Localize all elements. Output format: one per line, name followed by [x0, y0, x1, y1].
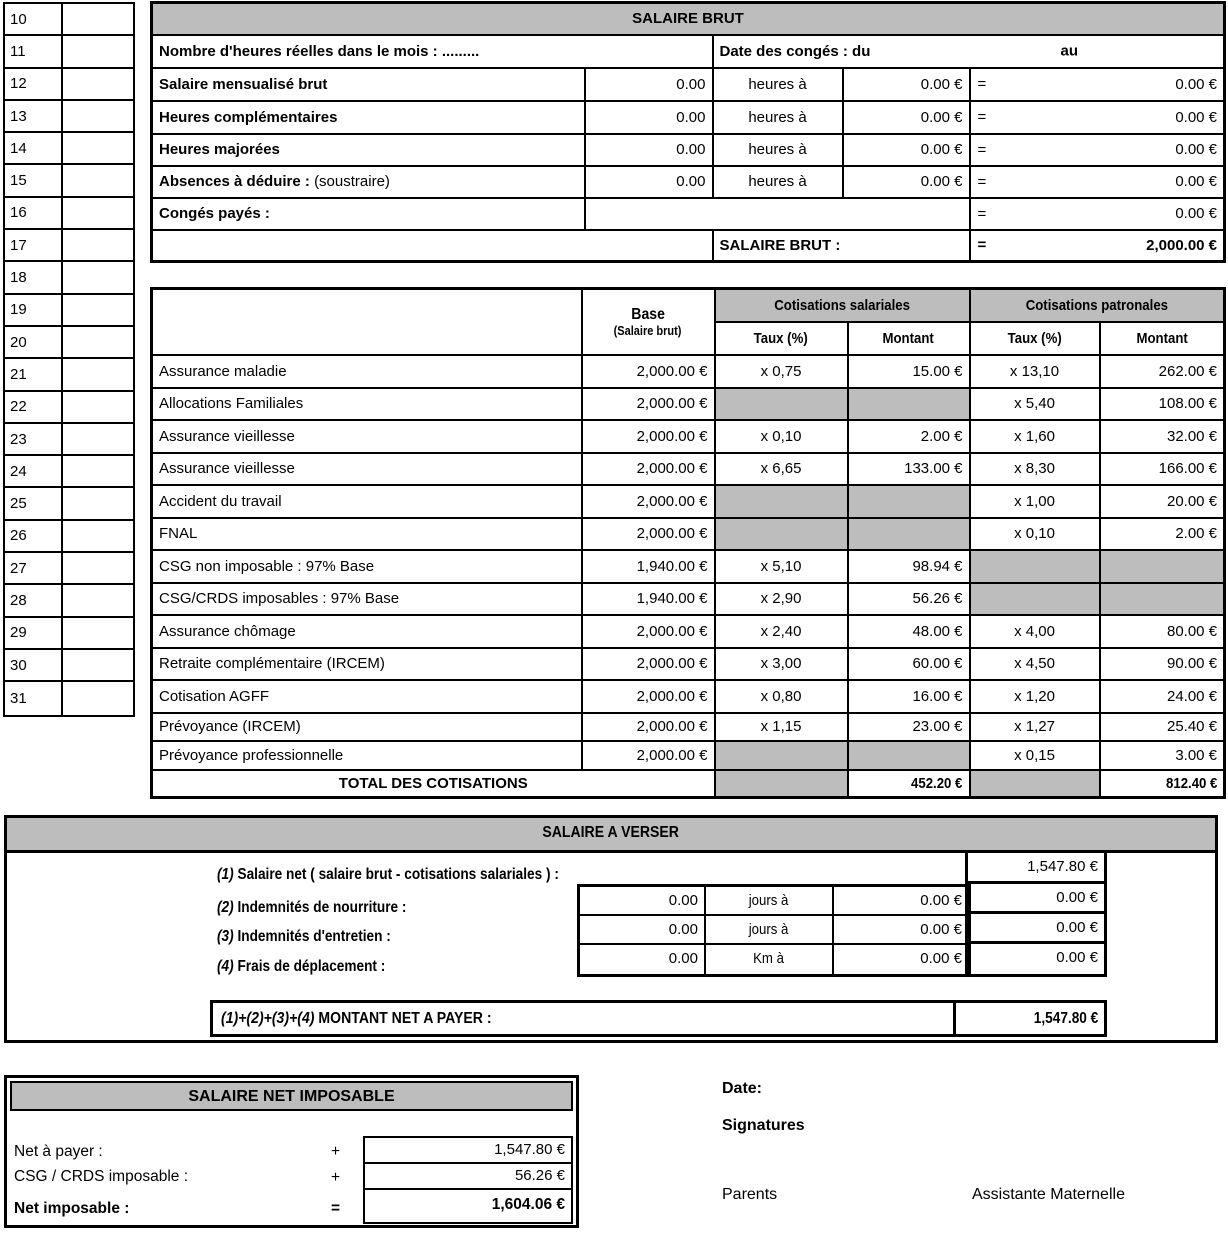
salaire-net-amount: 1,547.80 €: [968, 853, 1104, 884]
indemnites-grid: [577, 884, 971, 977]
cotisation-taux-p: x 4,50: [970, 648, 1100, 680]
indemnites-unit: jours à: [706, 887, 834, 914]
row-number-row: [5, 165, 133, 197]
cotisation-taux-s: x 0,80: [715, 680, 848, 713]
empty-cell: [63, 424, 133, 454]
brut-row-qty: 0.00: [585, 134, 713, 166]
salaire-net-imposable-title: SALAIRE NET IMPOSABLE: [10, 1081, 573, 1111]
montant-salarial-header: Montant: [848, 322, 970, 355]
verser-amount-column: [965, 850, 1107, 977]
row-number-row: [5, 133, 133, 165]
cotisation-mont-s: 60.00 €: [848, 648, 970, 680]
total-taux-p-disabled: [970, 770, 1100, 798]
cotisation-taux-s: x 2,90: [715, 583, 848, 615]
indemnites-row: [580, 916, 968, 945]
row-number-row: [5, 4, 133, 36]
cotisation-base: 2,000.00 €: [582, 741, 715, 770]
cotisation-mont-p: 24.00 €: [1100, 680, 1225, 713]
row-number-row: [5, 521, 133, 553]
row-number: 18: [5, 262, 63, 292]
row-number: 21: [5, 359, 63, 389]
row-number-row: [5, 650, 133, 682]
plus-sign: +: [331, 1143, 341, 1160]
brut-row-amount: 0.00 €: [1175, 173, 1218, 190]
empty-cell: [63, 553, 133, 583]
cotisation-base: 2,000.00 €: [582, 388, 715, 420]
cotisation-base: 2,000.00 €: [582, 680, 715, 713]
parents-label: Parents: [722, 1186, 778, 1203]
au-label: au: [1060, 42, 1079, 60]
cotisation-label: Assurance maladie: [152, 355, 582, 388]
row-number: 23: [5, 424, 63, 454]
cotisation-label: Prévoyance professionnelle: [152, 741, 582, 770]
base-header: Base: [631, 305, 665, 323]
cotisation-label: CSG non imposable : 97% Base: [152, 550, 582, 583]
cotisation-base: 2,000.00 €: [582, 648, 715, 680]
cotisation-mont-p-disabled: [1100, 550, 1225, 583]
conges-payes-amount: 0.00 €: [1175, 205, 1218, 222]
indemnites-unit: jours à: [706, 916, 834, 943]
conges-label: Date des congés : du: [719, 42, 871, 60]
row-number: 19: [5, 295, 63, 325]
row-number: 29: [5, 618, 63, 648]
indemnites-amount: 0.00 €: [968, 914, 1104, 944]
brut-row-amount-cell: [970, 166, 1225, 198]
cotisation-taux-s: x 0,10: [715, 420, 848, 453]
row-number-row: [5, 36, 133, 68]
brut-row-amount-cell: [970, 134, 1225, 166]
row-number: 27: [5, 553, 63, 583]
row-number: 26: [5, 521, 63, 551]
empty-cell: [63, 488, 133, 518]
csg-crds-amount: 56.26 €: [365, 1164, 571, 1190]
total-mont-s: 452.20 €: [848, 770, 970, 798]
net-a-payer-amount: 1,547.80 €: [365, 1138, 571, 1164]
empty-cell: [63, 585, 133, 615]
net-a-payer-label: Net à payer :: [14, 1143, 103, 1160]
indemnites-rate: 0.00 €: [920, 892, 962, 909]
cotisation-mont-s: 98.94 €: [848, 550, 970, 583]
equals-sign: =: [977, 173, 987, 190]
row-number: 28: [5, 585, 63, 615]
empty-cell: [63, 262, 133, 292]
empty-cell: [63, 618, 133, 648]
cotisation-mont-s: 16.00 €: [848, 680, 970, 713]
equals-sign: =: [977, 108, 987, 126]
equals-sign: =: [977, 236, 987, 254]
net-imposable-amount: 1,604.06 €: [491, 1196, 565, 1213]
indemnites-rate: 0.00 €: [920, 921, 962, 938]
cotisation-label: Assurance chômage: [152, 615, 582, 648]
row-number-row: [5, 456, 133, 488]
brut-row-amount: 0.00 €: [1175, 108, 1218, 126]
cotisation-mont-p: 20.00 €: [1100, 485, 1225, 518]
brut-row-label: Salaire mensualisé brut: [152, 68, 585, 101]
brut-row-amount: 0.00 €: [1175, 75, 1218, 93]
indemnites-qty: 0.00: [580, 945, 706, 974]
brut-row-rate: 0.00 €: [843, 166, 970, 198]
empty-cell: [63, 456, 133, 486]
cotisation-taux-s-disabled: [715, 388, 848, 420]
equals-sign: =: [331, 1200, 341, 1217]
row-number: 14: [5, 133, 63, 163]
cotisation-mont-p: 166.00 €: [1100, 453, 1225, 485]
salaire-a-verser-box: [4, 815, 1218, 1043]
cotisations-table: [150, 287, 1226, 799]
absences-note: (soustraire): [314, 173, 390, 190]
cotisation-mont-s: 133.00 €: [848, 453, 970, 485]
cotisation-base: 2,000.00 €: [582, 485, 715, 518]
empty-cell: [63, 392, 133, 422]
row-number-row: [5, 618, 133, 650]
frais-deplacement-label: (4) Frais de déplacement :: [217, 958, 386, 975]
cotisation-mont-s-disabled: [848, 388, 970, 420]
brut-row-rate: 0.00 €: [843, 101, 970, 134]
brut-row-amount-cell: [970, 101, 1225, 134]
row-number-row: [5, 69, 133, 101]
brut-row-label: Heures complémentaires: [152, 101, 585, 134]
spacer-cell: [152, 230, 713, 262]
absences-label: Absences à déduire :: [159, 173, 310, 190]
plus-sign: +: [331, 1169, 341, 1186]
row-number-row: [5, 488, 133, 520]
total-taux-s-disabled: [715, 770, 848, 798]
brut-row-qty: 0.00: [585, 101, 713, 134]
indemnites-rate: 0.00 €: [920, 950, 962, 967]
row-number: 24: [5, 456, 63, 486]
cotisation-base: 1,940.00 €: [582, 550, 715, 583]
cotisation-taux-p: x 1,60: [970, 420, 1100, 453]
date-label: Date:: [722, 1080, 763, 1097]
cotisation-mont-p: 2.00 €: [1100, 518, 1225, 550]
row-number-row: [5, 295, 133, 327]
row-number: 10: [5, 4, 63, 34]
brut-row-label: Heures majorées: [152, 134, 585, 166]
row-number: 31: [5, 682, 63, 714]
cotisation-label: Retraite complémentaire (IRCEM): [152, 648, 582, 680]
empty-cell: [63, 230, 133, 260]
row-number: 17: [5, 230, 63, 260]
cotisation-taux-s-disabled: [715, 485, 848, 518]
cotisation-base: 2,000.00 €: [582, 615, 715, 648]
row-number-row: [5, 101, 133, 133]
indemnites-nourriture-label: (2) Indemnités de nourriture :: [217, 899, 407, 916]
salariales-header: Cotisations salariales: [715, 289, 970, 322]
taux-salarial-header: Taux (%): [715, 322, 848, 355]
indemnites-qty: 0.00: [580, 887, 706, 914]
empty-cell: [63, 682, 133, 714]
row-number: 30: [5, 650, 63, 680]
cotisation-taux-s: x 1,15: [715, 713, 848, 741]
cotisation-mont-p: 262.00 €: [1100, 355, 1225, 388]
empty-cell: [63, 4, 133, 34]
cotisation-taux-p-disabled: [970, 583, 1100, 615]
empty-cell: [63, 295, 133, 325]
row-number-strip: [3, 2, 135, 717]
row-number-row: [5, 327, 133, 359]
salaire-net-imposable-box: [4, 1075, 579, 1228]
cotisation-taux-s: x 2,40: [715, 615, 848, 648]
equals-sign: =: [977, 75, 987, 93]
row-number: 12: [5, 69, 63, 99]
indemnites-entretien-label: (3) Indemnités d'entretien :: [217, 928, 391, 945]
cotisation-label: Assurance vieillesse: [152, 453, 582, 485]
cotisation-taux-p: x 1,20: [970, 680, 1100, 713]
conges-payes-amount-cell: [970, 198, 1225, 230]
empty-cell: [63, 165, 133, 195]
cotisation-taux-p: x 13,10: [970, 355, 1100, 388]
indemnites-row: [580, 887, 968, 916]
empty-cell: [63, 69, 133, 99]
row-number: 22: [5, 392, 63, 422]
salaire-brut-title: SALAIRE BRUT: [152, 3, 1225, 35]
brut-row-unit: heures à: [713, 134, 843, 166]
cotisation-mont-s-disabled: [848, 485, 970, 518]
cotisation-taux-p: x 5,40: [970, 388, 1100, 420]
netimp-amount-column: [363, 1136, 573, 1224]
empty-cell: [63, 198, 133, 228]
cotisation-mont-s: 56.26 €: [848, 583, 970, 615]
cotisation-mont-s: 2.00 €: [848, 420, 970, 453]
cotisation-taux-s: x 3,00: [715, 648, 848, 680]
row-number-row: [5, 230, 133, 262]
cotisation-taux-s-disabled: [715, 518, 848, 550]
empty-cell: [63, 521, 133, 551]
cotisation-taux-s: x 5,10: [715, 550, 848, 583]
cotisation-mont-s: 48.00 €: [848, 615, 970, 648]
brut-row-rate: 0.00 €: [843, 134, 970, 166]
salaire-brut-total-amount: 2,000.00 €: [1146, 236, 1218, 254]
cotisation-taux-p: x 0,10: [970, 518, 1100, 550]
cotisation-label: CSG/CRDS imposables : 97% Base: [152, 583, 582, 615]
total-mont-p: 812.40 €: [1100, 770, 1225, 798]
row-number-row: [5, 682, 133, 714]
cotisation-mont-p: 108.00 €: [1100, 388, 1225, 420]
salaire-brut-total-label: SALAIRE BRUT :: [713, 230, 970, 262]
row-number: 11: [5, 36, 63, 66]
cotisation-label: Allocations Familiales: [152, 388, 582, 420]
row-number: 16: [5, 198, 63, 228]
row-number: 15: [5, 165, 63, 195]
salaire-net-label: (1) Salaire net ( salaire brut - cotisations salariales ) :: [217, 866, 559, 883]
brut-row-unit: heures à: [713, 68, 843, 101]
indemnites-amount: 0.00 €: [1056, 949, 1098, 966]
brut-row-qty: 0.00: [585, 68, 713, 101]
cotisation-base: 2,000.00 €: [582, 453, 715, 485]
row-number-row: [5, 198, 133, 230]
row-number-row: [5, 585, 133, 617]
net-imposable-label: Net imposable :: [14, 1200, 130, 1217]
montant-net-a-payer-amount: 1,547.80 €: [953, 1003, 1104, 1034]
cotisation-base: 2,000.00 €: [582, 518, 715, 550]
empty-cell: [63, 133, 133, 163]
empty-cell: [63, 327, 133, 357]
patronales-header: Cotisations patronales: [970, 289, 1225, 322]
conges-cell: [713, 35, 1225, 68]
cotisation-taux-p: x 0,15: [970, 741, 1100, 770]
indemnites-row: [580, 945, 968, 974]
base-subheader: (Salaire brut): [614, 323, 682, 338]
row-number-row: [5, 424, 133, 456]
cotisation-mont-p: 80.00 €: [1100, 615, 1225, 648]
cotisation-label: Cotisation AGFF: [152, 680, 582, 713]
row-number-row: [5, 262, 133, 294]
cotisation-taux-s-disabled: [715, 741, 848, 770]
brut-row-qty: 0.00: [585, 166, 713, 198]
empty-cell: [585, 198, 970, 230]
montant-patronal-header: Montant: [1100, 322, 1225, 355]
cotisation-mont-p: 32.00 €: [1100, 420, 1225, 453]
cotisation-base: 2,000.00 €: [582, 420, 715, 453]
row-number-row: [5, 553, 133, 585]
total-cotisations-label: TOTAL DES COTISATIONS: [152, 770, 715, 798]
cotisation-taux-p: x 1,00: [970, 485, 1100, 518]
cotisation-mont-p-disabled: [1100, 583, 1225, 615]
row-number-row: [5, 359, 133, 391]
salaire-a-verser-title: SALAIRE A VERSER: [7, 818, 1215, 853]
csg-crds-label: CSG / CRDS imposable :: [14, 1168, 188, 1185]
cotisation-taux-p: x 4,00: [970, 615, 1100, 648]
header-spacer: [152, 289, 582, 355]
cotisation-label: FNAL: [152, 518, 582, 550]
cotisation-label: Prévoyance (IRCEM): [152, 713, 582, 741]
cotisation-label: Accident du travail: [152, 485, 582, 518]
cotisation-mont-s: 15.00 €: [848, 355, 970, 388]
assistante-maternelle-label: Assistante Maternelle: [972, 1186, 1125, 1203]
cotisation-mont-s-disabled: [848, 518, 970, 550]
cotisation-taux-s: x 6,65: [715, 453, 848, 485]
cotisation-base: 2,000.00 €: [582, 355, 715, 388]
brut-row-amount: 0.00 €: [1175, 141, 1218, 158]
montant-net-a-payer-row: [210, 1000, 1107, 1037]
indemnites-unit: Km à: [706, 945, 834, 974]
signatures-label: Signatures: [722, 1117, 805, 1134]
base-header-cell: [582, 289, 715, 355]
empty-cell: [63, 650, 133, 680]
row-number-row: [5, 392, 133, 424]
brut-row-unit: heures à: [713, 101, 843, 134]
brut-row-unit: heures à: [713, 166, 843, 198]
cotisation-taux-p-disabled: [970, 550, 1100, 583]
cotisation-base: 1,940.00 €: [582, 583, 715, 615]
cotisation-taux-s: x 0,75: [715, 355, 848, 388]
cotisation-mont-p: 25.40 €: [1100, 713, 1225, 741]
indemnites-qty: 0.00: [580, 916, 706, 943]
brut-row-amount-cell: [970, 68, 1225, 101]
row-number: 20: [5, 327, 63, 357]
cotisation-taux-p: x 1,27: [970, 713, 1100, 741]
hours-label-cell: Nombre d'heures réelles dans le mois : .........: [152, 35, 713, 68]
brut-row-label: [152, 166, 585, 198]
equals-sign: =: [977, 205, 987, 222]
indemnites-amount: 0.00 €: [968, 884, 1104, 914]
empty-cell: [63, 101, 133, 131]
cotisation-mont-p: 3.00 €: [1100, 741, 1225, 770]
cotisation-mont-s-disabled: [848, 741, 970, 770]
cotisation-mont-s: 23.00 €: [848, 713, 970, 741]
row-number: 25: [5, 488, 63, 518]
cotisation-label: Assurance vieillesse: [152, 420, 582, 453]
row-number: 13: [5, 101, 63, 131]
equals-sign: =: [977, 141, 987, 158]
cotisation-base: 2,000.00 €: [582, 713, 715, 741]
brut-row-rate: 0.00 €: [843, 68, 970, 101]
montant-net-a-payer-label: (1)+(2)+(3)+(4) MONTANT NET A PAYER :: [221, 1010, 492, 1027]
cotisation-mont-p: 90.00 €: [1100, 648, 1225, 680]
taux-patronal-header: Taux (%): [970, 322, 1100, 355]
salaire-brut-table: [150, 1, 1226, 263]
salaire-brut-total-cell: [970, 230, 1225, 262]
empty-cell: [63, 36, 133, 66]
empty-cell: [63, 359, 133, 389]
cotisation-taux-p: x 8,30: [970, 453, 1100, 485]
conges-payes-label: Congés payés :: [152, 198, 585, 230]
